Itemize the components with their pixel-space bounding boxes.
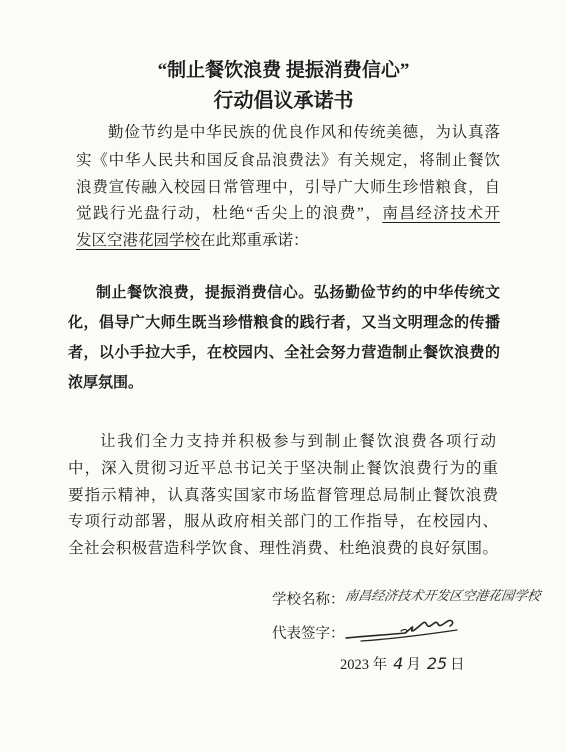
paragraph3-line5: 全社会积极营造科学饮食、理性消费、杜绝浪费的良好氛围。 <box>68 540 498 557</box>
school-name-label: 学校名称： <box>272 592 345 608</box>
paragraph2-line3: 者，以小手拉大手，在校园内、全社会努力营造制止餐饮浪费的 <box>68 345 500 361</box>
paragraph3-line4: 专项行动部署，服从政府相关部门的工作指导，在校园内、 <box>68 513 498 530</box>
paragraph3-line3: 要指示精神，认真落实国家市场监督管理总局制止餐饮浪费 <box>68 487 498 504</box>
signing-date <box>340 653 465 675</box>
paragraph2-line4: 浓厚氛围。 <box>68 375 144 391</box>
paragraph3-line2: 中，深入贯彻习近平总书记关于坚决制止餐饮浪费行为的重 <box>68 460 498 477</box>
paragraph2-line2: 化，倡导广大师生既当珍惜粮食的践行者，又当文明理念的传播 <box>68 315 500 331</box>
date-day-suffix: 日 <box>450 657 465 673</box>
document-title-line1: “制止餐饮浪费 提振消费信心” <box>157 60 410 81</box>
paragraph1-line2: 实《中华人民共和国反食品浪费法》有关规定，将制止餐饮 <box>76 152 500 169</box>
school-name-underlined-part2: 发区空港花园学校 <box>76 232 201 249</box>
representative-signature-label: 代表签字： <box>272 626 345 642</box>
date-year: 2023 年 <box>340 657 388 673</box>
date-day-handwritten: 25 <box>426 654 448 673</box>
paragraph2-line1: 制止餐饮浪费，提振消费信心。弘扬勤俭节约的中华传统文 <box>96 285 500 301</box>
representative-signature <box>343 612 461 644</box>
document-title-line2: 行动倡议承诺书 <box>213 90 354 112</box>
paragraph3-line1: 让我们全力支持并积极参与到制止餐饮浪费各项行动 <box>100 433 496 450</box>
paragraph1-line1: 勤俭节约是中华民族的优良作风和传统美德，为认真落 <box>108 124 500 141</box>
paragraph1-line5 <box>76 230 500 252</box>
paragraph1-line3: 浪费宣传融入校园日常管理中，引导广大师生珍惜粮食，自 <box>76 179 500 196</box>
paragraph1-line4-text: 觉践行光盘行动，杜绝“舌尖上的浪费”， <box>76 205 383 222</box>
paragraph1-line5-text: 在此郑重承诺： <box>200 232 309 249</box>
paragraph1-line4 <box>76 203 500 225</box>
date-month-suffix: 月 <box>406 657 421 673</box>
school-name-underlined-part1: 南昌经济技术开 <box>382 205 500 222</box>
date-month-handwritten: 4 <box>393 654 404 673</box>
school-name-handwritten: 南昌经济技术开发区空港花园学校 <box>344 589 542 604</box>
